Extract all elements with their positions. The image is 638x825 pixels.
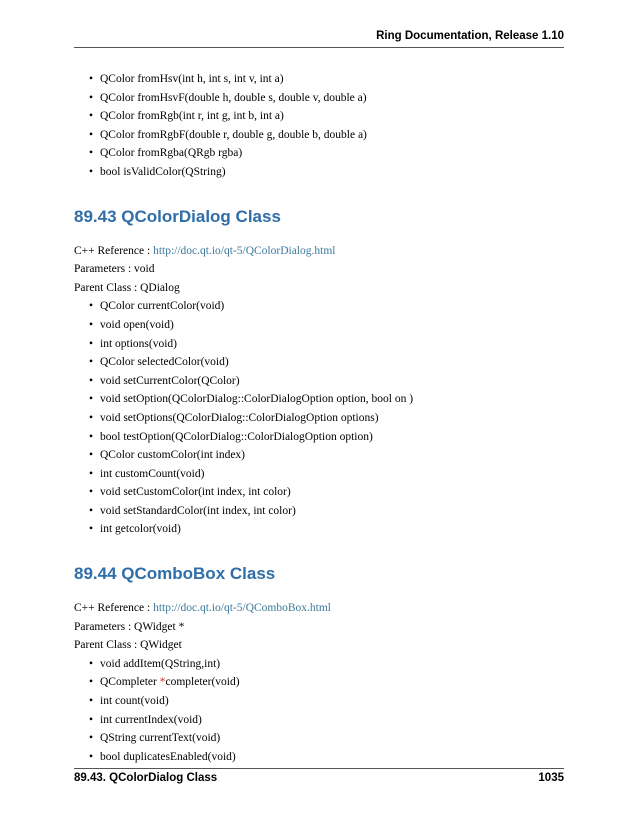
list-item: • QColor fromHsv(int h, int s, int v, int a) <box>92 70 564 89</box>
reference-label: C++ Reference : <box>74 244 154 257</box>
pointer-star: * <box>159 676 166 689</box>
cpp-reference <box>74 599 564 618</box>
list-item: • bool duplicatesEnabled(void) <box>92 748 564 767</box>
list-item: • QColor selectedColor(void) <box>92 353 564 372</box>
reference-label: C++ Reference : <box>74 602 154 615</box>
list-item: • void setCurrentColor(QColor) <box>92 372 564 391</box>
list-item: • int customCount(void) <box>92 465 564 484</box>
list-item: • void open(void) <box>92 316 564 335</box>
qcombobox-method-list <box>74 655 564 767</box>
list-item: • int getcolor(void) <box>92 520 564 539</box>
page-content <box>74 70 564 766</box>
list-item: • QString currentText(void) <box>92 729 564 748</box>
list-item: • bool testOption(QColorDialog::ColorDialogOption option) <box>92 428 564 447</box>
list-item: • QColor fromRgbF(double r, double g, double b, double a) <box>92 126 564 145</box>
section-heading-qcombobox: 89.44 QComboBox Class <box>74 564 276 584</box>
list-item <box>92 673 564 692</box>
list-item: • QColor fromHsvF(double h, double s, double v, double a) <box>92 89 564 108</box>
completer-prefix: QCompleter <box>100 676 160 689</box>
list-item: • int options(void) <box>92 335 564 354</box>
completer-suffix: completer(void) <box>165 676 240 689</box>
list-item: • void setStandardColor(int index, int color) <box>92 502 564 521</box>
cpp-reference <box>74 242 564 261</box>
header-rule <box>74 47 564 48</box>
reference-link[interactable]: http://doc.qt.io/qt-5/QComboBox.html <box>153 602 331 615</box>
section-heading-qcolordialog: 89.43 QColorDialog Class <box>74 206 281 226</box>
reference-link[interactable]: http://doc.qt.io/qt-5/QColorDialog.html <box>153 244 336 257</box>
footer-section: 89.43. QColorDialog Class <box>74 772 218 784</box>
running-footer <box>74 772 564 784</box>
parent-class-line: Parent Class : QWidget <box>74 639 182 652</box>
list-item: • QColor fromRgb(int r, int g, int b, int a) <box>92 107 564 126</box>
intro-method-list <box>74 70 564 182</box>
list-item: • void addItem(QString,int) <box>92 655 564 674</box>
list-item: • QColor customColor(int index) <box>92 446 564 465</box>
footer-rule <box>74 768 564 769</box>
running-header: Ring Documentation, Release 1.10 <box>376 30 564 42</box>
list-item: • void setOption(QColorDialog::ColorDialogOption option, bool on ) <box>92 390 564 409</box>
list-item: • QColor currentColor(void) <box>92 297 564 316</box>
parameters-line: Parameters : void <box>74 263 155 276</box>
page-number: 1035 <box>538 772 564 784</box>
list-item: • int currentIndex(void) <box>92 711 564 730</box>
list-item: • int count(void) <box>92 692 564 711</box>
parameters-line: Parameters : QWidget * <box>74 620 185 633</box>
list-item: • QColor fromRgba(QRgb rgba) <box>92 144 564 163</box>
list-item: • void setCustomColor(int index, int color) <box>92 483 564 502</box>
qcolordialog-method-list <box>74 297 564 539</box>
list-item: • bool isValidColor(QString) <box>92 163 564 182</box>
parent-class-line: Parent Class : QDialog <box>74 281 180 294</box>
list-item: • void setOptions(QColorDialog::ColorDialogOption options) <box>92 409 564 428</box>
